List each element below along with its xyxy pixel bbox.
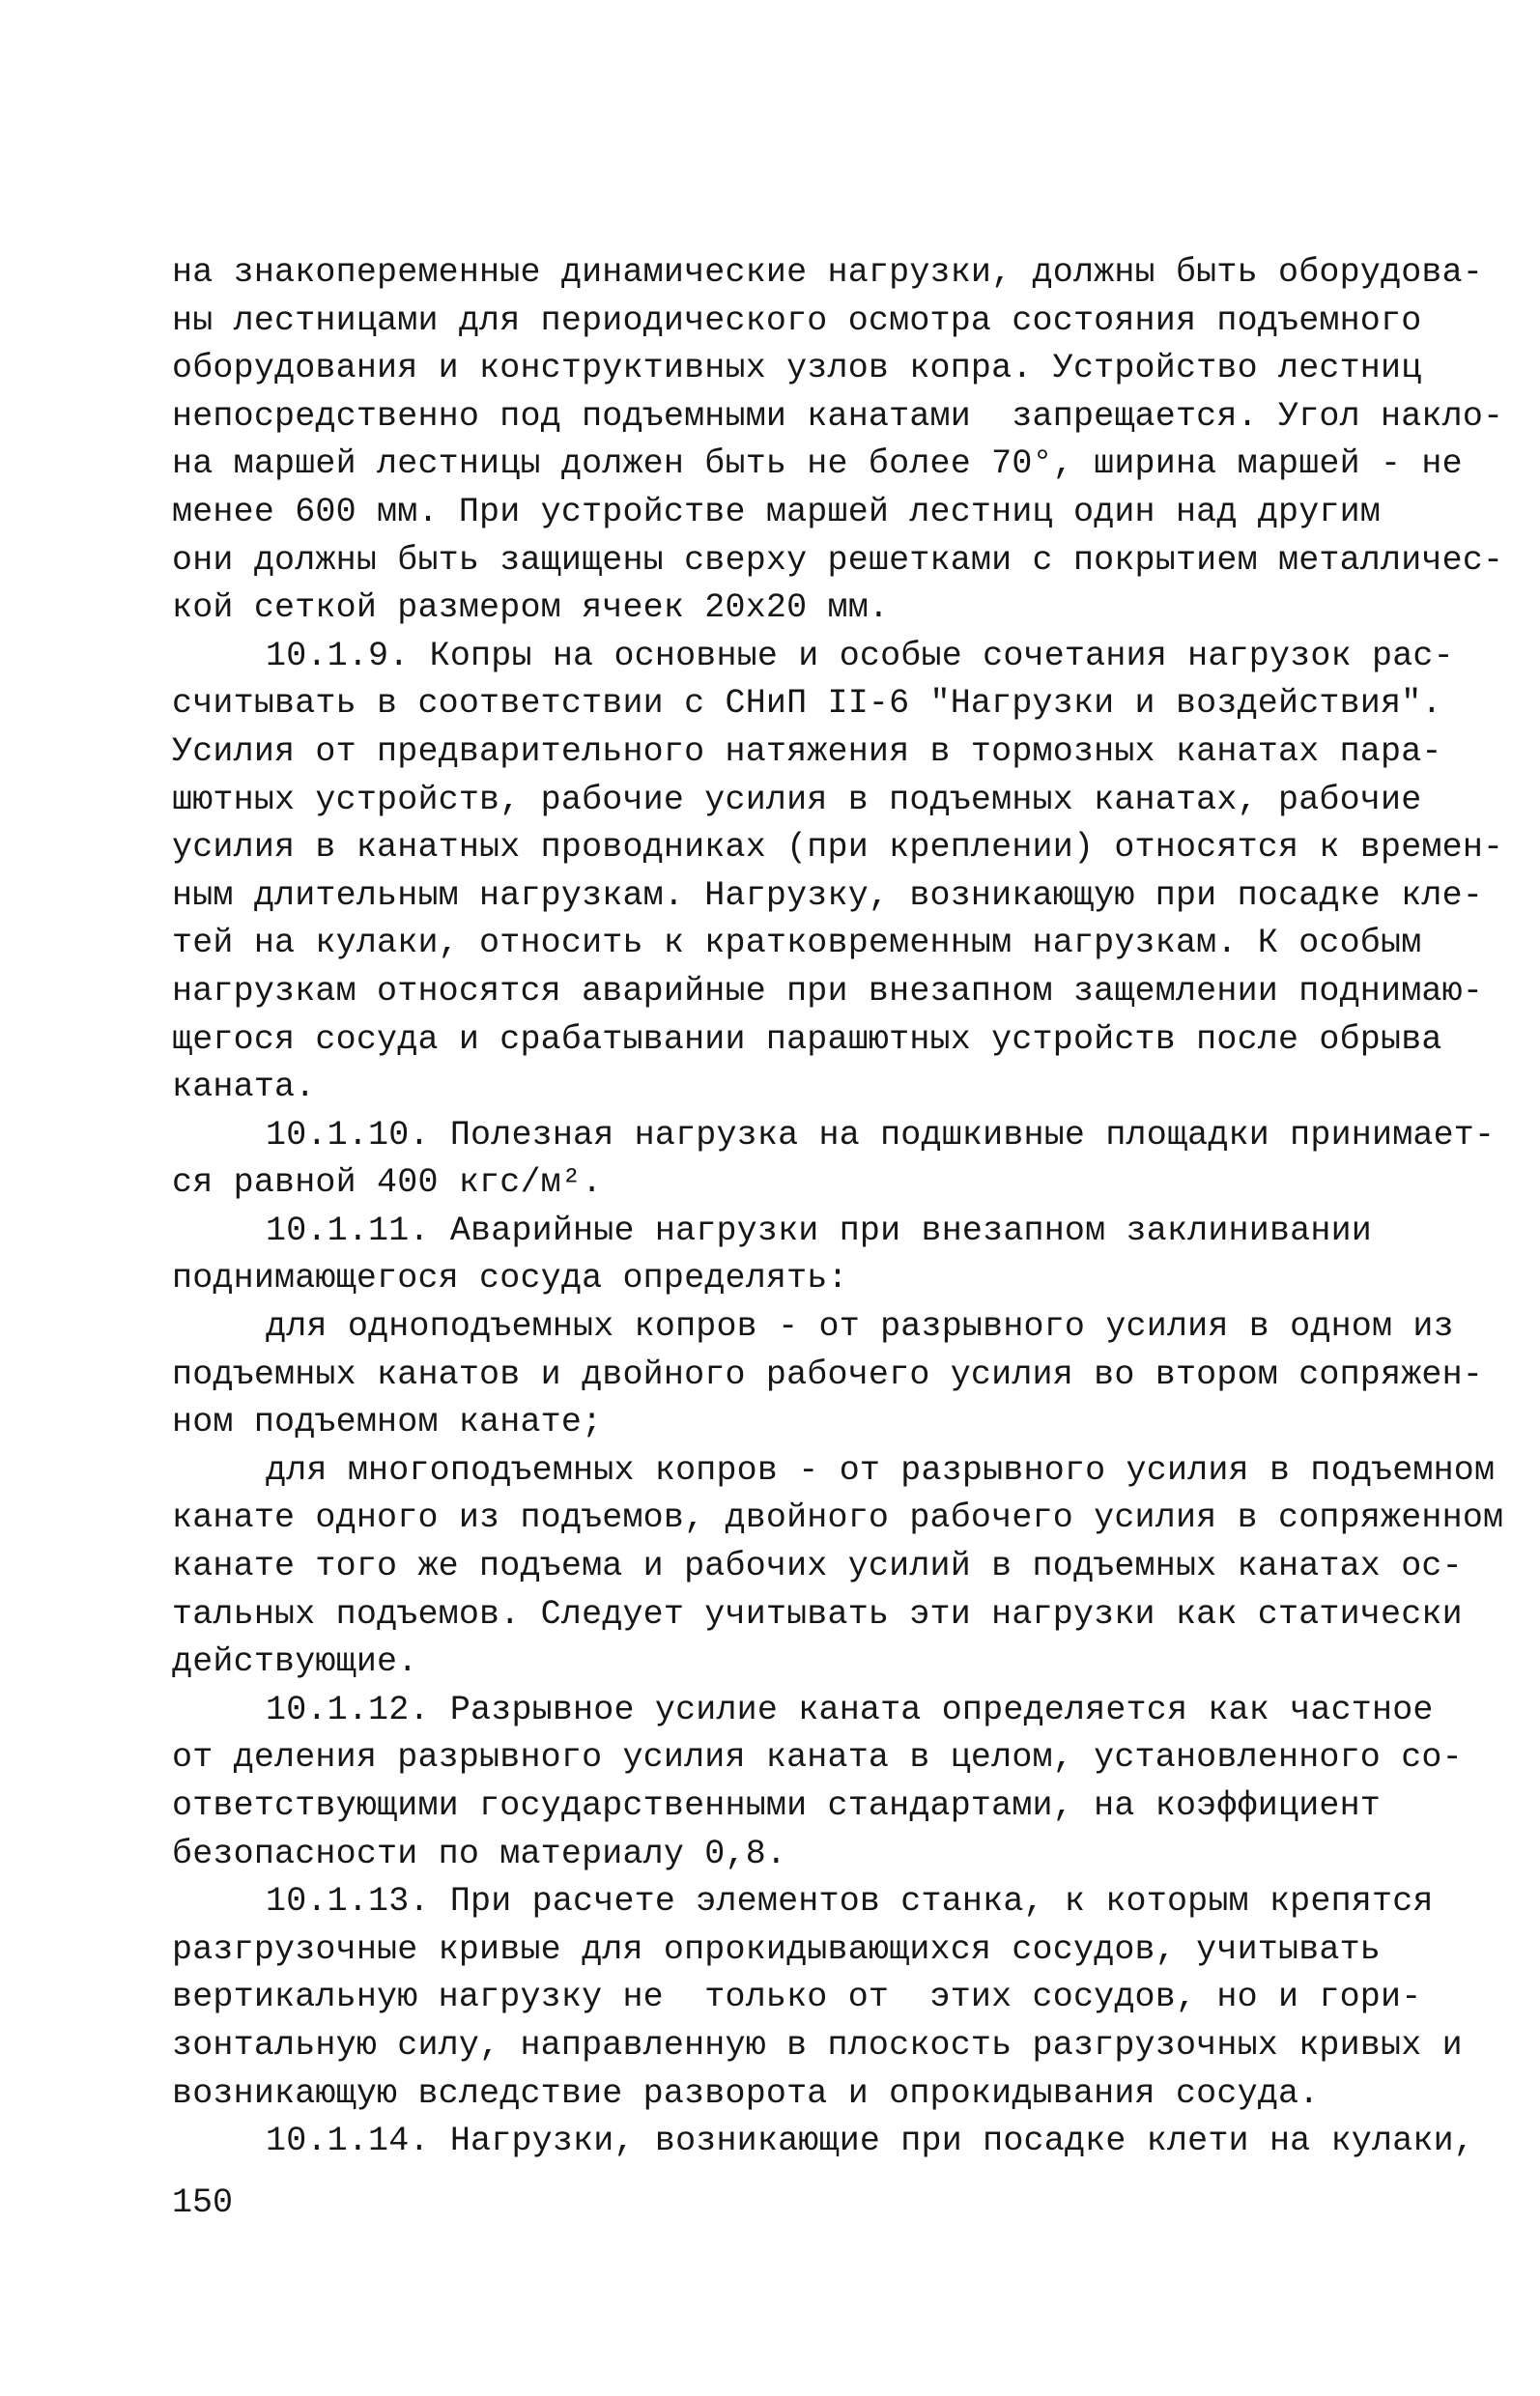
text-line: безопасности по материалу 0,8. xyxy=(172,1834,787,1873)
text-line: 10.1.11. Аварийные нагрузки при внезапном заклинивании xyxy=(266,1211,1372,1250)
text-line: 10.1.13. При расчете элементов станка, к которым крепятся xyxy=(266,1882,1434,1922)
text-line: нагрузкам относятся аварийные при внезапном защемлении поднимаю- xyxy=(172,971,1484,1011)
text-line: на знакопеременные динамические нагрузки, должны быть оборудова- xyxy=(172,253,1484,292)
text-line: оборудования и конструктивных узлов копра. Устройство лестниц xyxy=(172,349,1422,388)
text-line: ном подъемном канате; xyxy=(172,1403,603,1442)
text-line: для одноподъемных копров - от разрывного усилия в одном из xyxy=(266,1307,1454,1347)
text-line: шютных устройств, рабочие усилия в подъемных канатах, рабочие xyxy=(172,780,1422,819)
text-line: 10.1.9. Копры на основные и особые сочетания нагрузок рас- xyxy=(266,636,1454,675)
text-line: считывать в соответствии с СНиП II-6 "Нагрузки и воздействия". xyxy=(172,684,1442,724)
text-line: 10.1.14. Нагрузки, возникающие при посадке клети на кулаки, xyxy=(266,2122,1475,2161)
page-number: 150 xyxy=(172,2183,234,2222)
text-line: каната. xyxy=(172,1068,316,1107)
text-line: на маршей лестницы должен быть не более 70°, ширина маршей - не xyxy=(172,444,1463,484)
text-line: ны лестницами для периодического осмотра состояния подъемного xyxy=(172,300,1422,340)
text-line: от деления разрывного усилия каната в целом, установленного со- xyxy=(172,1738,1463,1778)
text-line: разгрузочные кривые для опрокидывающихся сосудов, учитывать xyxy=(172,1929,1382,1969)
text-line: усилия в канатных проводниках (при креплении) относятся к времен- xyxy=(172,828,1504,868)
text-line: щегося сосуда и срабатывании парашютных устройств после обрыва xyxy=(172,1019,1442,1059)
text-line: кой сеткой размером ячеек 20х20 мм. xyxy=(172,588,890,628)
text-line: тей на кулаки, относить к кратковременным нагрузкам. К особым xyxy=(172,924,1422,963)
text-line: Усилия от предварительного натяжения в тормозных канатах пара- xyxy=(172,731,1442,771)
text-line: ным длительным нагрузкам. Нагрузку, возникающую при посадке кле- xyxy=(172,875,1484,915)
text-line: поднимающегося сосуда определять: xyxy=(172,1259,848,1298)
text-line: возникающую вследствие разворота и опрокидывания сосуда. xyxy=(172,2073,1320,2113)
text-line: вертикальную нагрузку не только от этих сосудов, но и гори- xyxy=(172,1978,1422,2017)
text-line: непосредственно под подъемными канатами запрещается. Угол накло- xyxy=(172,396,1504,436)
text-line: менее 600 мм. При устройстве маршей лестниц один над другим xyxy=(172,492,1382,531)
text-line: канате того же подъема и рабочих усилий в подъемных канатах ос- xyxy=(172,1547,1463,1586)
text-line: действующие. xyxy=(172,1642,418,1682)
document-page xyxy=(172,249,1504,2166)
text-line: для многоподъемных копров - от разрывного усилия в подъемном xyxy=(266,1450,1496,1490)
text-line: 10.1.10. Полезная нагрузка на подшкивные площадки принимает- xyxy=(266,1115,1496,1155)
text-line: они должны быть защищены сверху решетками с покрытием металличес- xyxy=(172,540,1504,580)
text-line: зонтальную силу, направленную в плоскость разгрузочных кривых и xyxy=(172,2025,1463,2065)
text-line: ответствующими государственными стандартами, на коэффициент xyxy=(172,1786,1382,1825)
text-line: 10.1.12. Разрывное усилие каната определяется как частное xyxy=(266,1690,1434,1729)
text-line: тальных подъемов. Следует учитывать эти нагрузки как статически xyxy=(172,1594,1463,1634)
text-line: канате одного из подъемов, двойного рабочего усилия в сопряженном xyxy=(172,1498,1504,1538)
text-line: ся равной 400 кгс/м². xyxy=(172,1163,603,1203)
text-line: подъемных канатов и двойного рабочего усилия во втором сопряжен- xyxy=(172,1355,1484,1394)
